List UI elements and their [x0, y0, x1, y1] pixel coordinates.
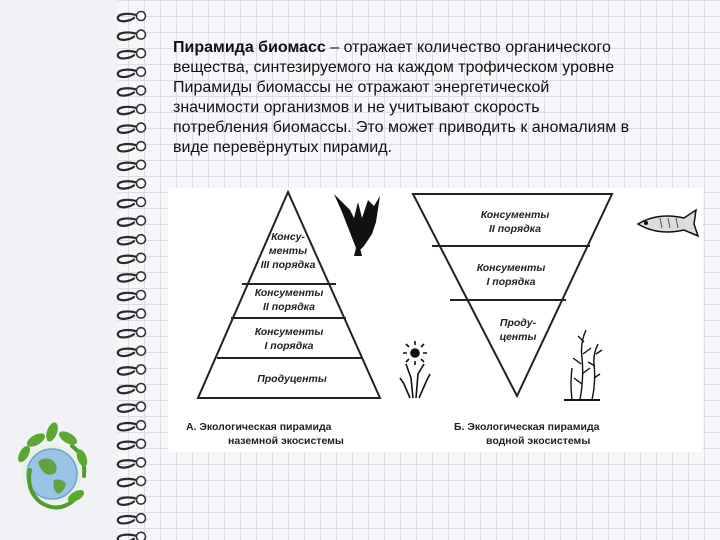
- definition-line-2: вещества, синтезируемого на каждом трофическом уровне: [173, 59, 615, 76]
- pyramid-a-level-4-line-2: менты: [268, 245, 308, 257]
- caption-b-line-1: Б. Экологическая пирамида: [454, 421, 600, 433]
- pyramid-b-level-3-line-1: Консументы: [480, 209, 550, 221]
- definition-line-1: – отражает количество органического: [325, 39, 611, 56]
- pyramid-a-level-3-line-2: II порядка: [263, 301, 315, 313]
- pyramid-b-level-2-line-1: Консументы: [476, 262, 546, 274]
- plant-icon: [400, 341, 430, 398]
- caption-a-line-1: А. Экологическая пирамида: [186, 421, 332, 433]
- fish-icon: [638, 210, 698, 236]
- slide-text: [173, 38, 693, 158]
- pyramid-a-level-4-line-3: III порядка: [260, 259, 316, 271]
- earth-globe-icon: [10, 410, 106, 516]
- caption-b-line-2: водной экосистемы: [486, 435, 591, 447]
- pyramid-b-level-3-line-2: II порядка: [489, 223, 541, 235]
- eagle-icon: [334, 194, 380, 256]
- pyramids-figure: [168, 188, 703, 452]
- pyramid-a-level-4-line-1: Консу-: [271, 231, 305, 243]
- seaweed-icon: [564, 330, 602, 400]
- pyramid-b-level-1-line-1: Проду-: [499, 317, 537, 329]
- pyramid-a-level-2-line-2: I порядка: [264, 340, 314, 352]
- pyramid-a-level-2-line-1: Консументы: [254, 326, 324, 338]
- caption-a-line-2: наземной экосистемы: [228, 435, 344, 447]
- definition-line-3: Пирамиды биомассы не отражают энергетической: [173, 79, 550, 96]
- definition-line-4: значимости организмов и не учитывают скорость: [173, 99, 540, 116]
- pyramid-a-level-3-line-1: Консументы: [254, 287, 324, 299]
- pyramid-b-level-1-line-2: центы: [499, 331, 537, 343]
- definition-line-6: виде перевёрнутых пирамид.: [173, 139, 392, 156]
- pyramid-a-level-1: Продуценты: [257, 373, 327, 385]
- pyramid-b-level-2-line-2: I порядка: [486, 276, 536, 288]
- term-pyramid-of-biomass: Пирамида биомасс: [173, 39, 326, 56]
- spiral-binding-icon: [108, 0, 152, 540]
- definition-line-5: потребления биомассы. Это может приводить к аномалиям в: [173, 119, 630, 136]
